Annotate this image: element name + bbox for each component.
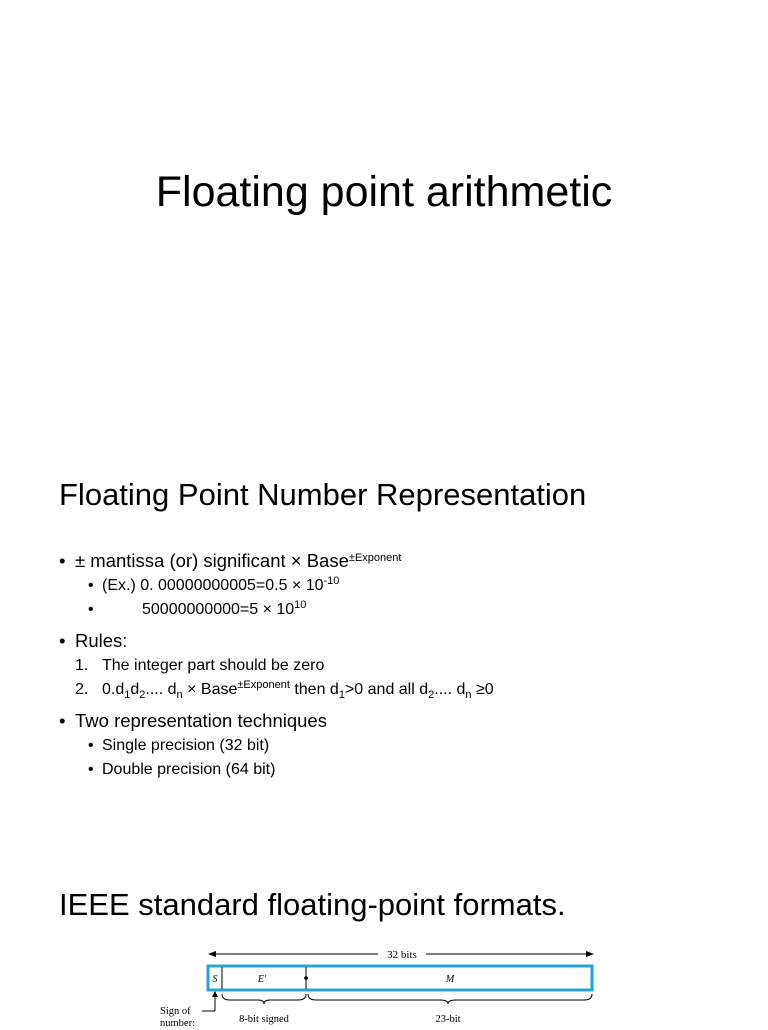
binary-point [304,976,308,980]
technique-single: • Single precision (32 bit) [59,734,738,758]
sign-label-1: Sign of [160,1006,191,1017]
ieee-slide [0,840,768,1029]
technique-double: • Double precision (64 bit) [59,758,738,782]
bullet-techniques: • Two representation techniques [59,708,738,734]
total-bits-label: 32 bits [387,949,417,961]
sign-arrow-icon [212,991,218,997]
slide-title: Floating point arithmetic [155,168,613,216]
bullet-rules: • Rules: [59,628,738,654]
brace-m [308,994,592,1004]
ieee-format-diagram [150,940,610,1030]
slide-heading: IEEE standard floating-point formats. [59,887,566,922]
brace-e [222,994,306,1004]
mantissa-label: 23-bit [435,1014,461,1025]
field-m: M [445,974,455,985]
sign-label-2: number: [160,1018,195,1029]
example-item-1: • (Ex.) 0. $00000000005=0.5 \times 10^{-10}$ [59,574,738,598]
slide-heading: Floating Point Number Representation [59,477,587,512]
bullet-list [59,548,738,782]
rule-item-1: 1. The integer part should be zero [75,657,325,674]
field-s: S [212,974,218,985]
title-slide [0,0,768,420]
bullet-mantissa: • ± mantissa (or) significant × Base$^{\pm Exponent}$ [59,548,738,574]
rule-item-2: 2. $0.d_1d_2$.... $d_n$ × Base$^{\pm Exponent}$ then $d_1>0$ and all $d_2$.... $d_n \ge 0$ [75,679,494,701]
representation-slide [0,420,768,840]
field-e: E′ [257,974,267,985]
arrow-left-icon [208,951,216,957]
example-item-2: • $50000000000=5 \times 10^{10}$ [59,598,738,622]
arrow-right-icon [586,951,594,957]
exponent-label: 8-bit signed [239,1014,289,1025]
